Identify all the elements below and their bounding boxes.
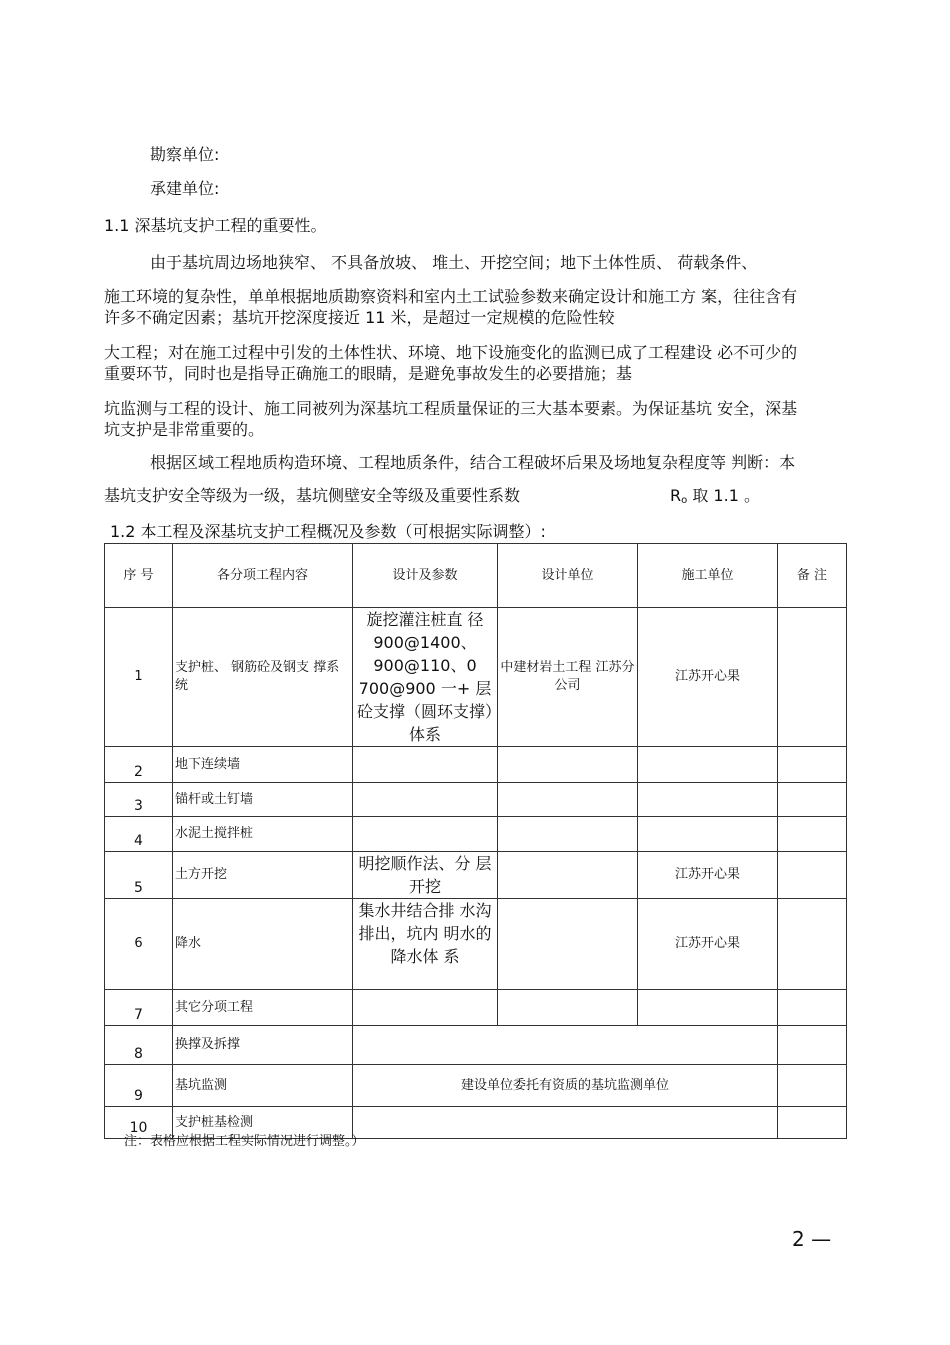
row-construction-unit — [638, 783, 778, 817]
row-index: 1 — [105, 608, 173, 747]
row-remark — [778, 852, 847, 899]
row-design-unit — [498, 747, 638, 783]
row-params: 旋挖灌注桩直 径 900@1400、 900@110、0 700@900 一+ 层砼支撑（圆环支撑）体系 — [353, 608, 498, 747]
coefficient-symbol: R — [670, 486, 682, 505]
row-index: 10 — [105, 1107, 173, 1139]
row-index: 8 — [105, 1026, 173, 1065]
row-remark — [778, 1026, 847, 1065]
row-design-unit — [498, 852, 638, 899]
row-remark — [778, 990, 847, 1026]
row-params — [353, 747, 498, 783]
row-design-unit — [498, 783, 638, 817]
row-index: 4 — [105, 817, 173, 852]
row-item: 支护桩基检测 — [173, 1107, 353, 1139]
row-design-unit — [498, 817, 638, 852]
row-item: 其它分项工程 — [173, 990, 353, 1026]
paragraph-1-line-2: 施工环境的复杂性，单单根据地质勘察资料和室内土工试验参数来确定设计和施工方 案，往往含有 — [104, 287, 798, 306]
coefficient-subscript: o — [681, 495, 688, 506]
row-construction-unit: 江苏开心果 — [638, 608, 778, 747]
table-row — [105, 747, 847, 783]
row-remark — [778, 747, 847, 783]
paragraph-1-line-1: 由于基坑周边场地狭窄、 不具备放坡、 堆土、开挖空间；地下土体性质、 荷载条件、 — [150, 253, 758, 272]
paragraph-2-line-1: 根据区域工程地质构造环境、工程地质条件，结合工程破坏后果及场地复杂程度等 判断：本 — [150, 453, 796, 472]
row-index: 5 — [105, 852, 173, 899]
row-params — [353, 817, 498, 852]
table-header-row — [105, 544, 847, 608]
table-row — [105, 990, 847, 1026]
table-row — [105, 1026, 847, 1065]
project-parameters-table — [104, 543, 847, 1139]
paragraph-1-line-6: 坑监测与工程的设计、施工同被列为深基坑工程质量保证的三大基本要素。为保证基坑 安全，深基 — [104, 399, 798, 418]
row-design-unit — [498, 899, 638, 990]
row-design-unit: 中建材岩土工程 江苏分公司 — [498, 608, 638, 747]
row-remark — [778, 783, 847, 817]
row-construction-unit: 江苏开心果 — [638, 852, 778, 899]
row-item: 地下连续墙 — [173, 747, 353, 783]
row-merged-cell — [353, 1026, 778, 1065]
contractor-label: 承建单位: — [150, 179, 220, 198]
header-construction-unit: 施工单位 — [638, 544, 778, 608]
row-item: 锚杆或土钉墙 — [173, 783, 353, 817]
row-index: 7 — [105, 990, 173, 1026]
row-params: 集水井结合排 水沟排出，坑内 明水的降水体 系 — [353, 899, 498, 990]
row-index: 3 — [105, 783, 173, 817]
row-design-unit — [498, 990, 638, 1026]
row-index: 6 — [105, 899, 173, 990]
row-construction-unit — [638, 817, 778, 852]
header-remark: 备 注 — [778, 544, 847, 608]
row-construction-unit — [638, 747, 778, 783]
paragraph-1-line-7: 坑支护是非常重要的。 — [104, 420, 265, 439]
row-remark — [778, 1065, 847, 1107]
paragraph-2-line-2: 基坑支护安全等级为一级，基坑侧壁安全等级及重要性系数 — [104, 486, 521, 505]
row-item: 支护桩、 钢筋砼及钢支 撑系统 — [173, 608, 353, 747]
table-row — [105, 899, 847, 990]
table-row — [105, 817, 847, 852]
row-merged-cell: 建设单位委托有资质的基坑监测单位 — [353, 1065, 778, 1107]
header-params: 设计及参数 — [353, 544, 498, 608]
row-params — [353, 990, 498, 1026]
row-construction-unit — [638, 990, 778, 1026]
importance-coefficient — [670, 485, 760, 512]
table-row — [105, 608, 847, 747]
paragraph-1-line-4: 大工程；对在施工过程中引发的土体性状、环境、地下设施变化的监测已成了工程建设 必不可少的 — [104, 343, 798, 362]
coefficient-value: 取 1.1 。 — [692, 486, 760, 505]
header-item: 各分项工程内容 — [173, 544, 353, 608]
row-item: 换撑及拆撑 — [173, 1026, 353, 1065]
header-index: 序 号 — [105, 544, 173, 608]
section-1-2-title: 1.2 本工程及深基坑支护工程概况及参数（可根据实际调整）: — [110, 522, 546, 541]
section-1-1-title: 1.1 深基坑支护工程的重要性。 — [104, 216, 327, 235]
row-remark — [778, 817, 847, 852]
row-remark — [778, 608, 847, 747]
row-item: 土方开挖 — [173, 852, 353, 899]
row-item: 水泥土搅拌桩 — [173, 817, 353, 852]
row-merged-cell — [353, 1107, 778, 1139]
table-row — [105, 1065, 847, 1107]
table-note: 注：表格应根据工程实际情况进行调整。） — [124, 1134, 365, 1149]
row-item: 降水 — [173, 899, 353, 990]
row-index: 9 — [105, 1065, 173, 1107]
row-params — [353, 783, 498, 817]
paragraph-1-line-5: 重要环节，同时也是指导正确施工的眼睛，是避免事故发生的必要措施；基 — [104, 364, 633, 383]
row-remark — [778, 899, 847, 990]
row-params: 明挖顺作法、分 层开挖 — [353, 852, 498, 899]
table-row — [105, 783, 847, 817]
survey-unit-label: 勘察单位: — [150, 145, 220, 164]
row-index: 2 — [105, 747, 173, 783]
page-number: 2 — — [792, 1227, 832, 1251]
header-design-unit: 设计单位 — [498, 544, 638, 608]
table-row — [105, 852, 847, 899]
row-item: 基坑监测 — [173, 1065, 353, 1107]
row-construction-unit: 江苏开心果 — [638, 899, 778, 990]
row-remark — [778, 1107, 847, 1139]
paragraph-1-line-3: 许多不确定因素；基坑开挖深度接近 11 米，是超过一定规模的危险性较 — [104, 308, 615, 327]
